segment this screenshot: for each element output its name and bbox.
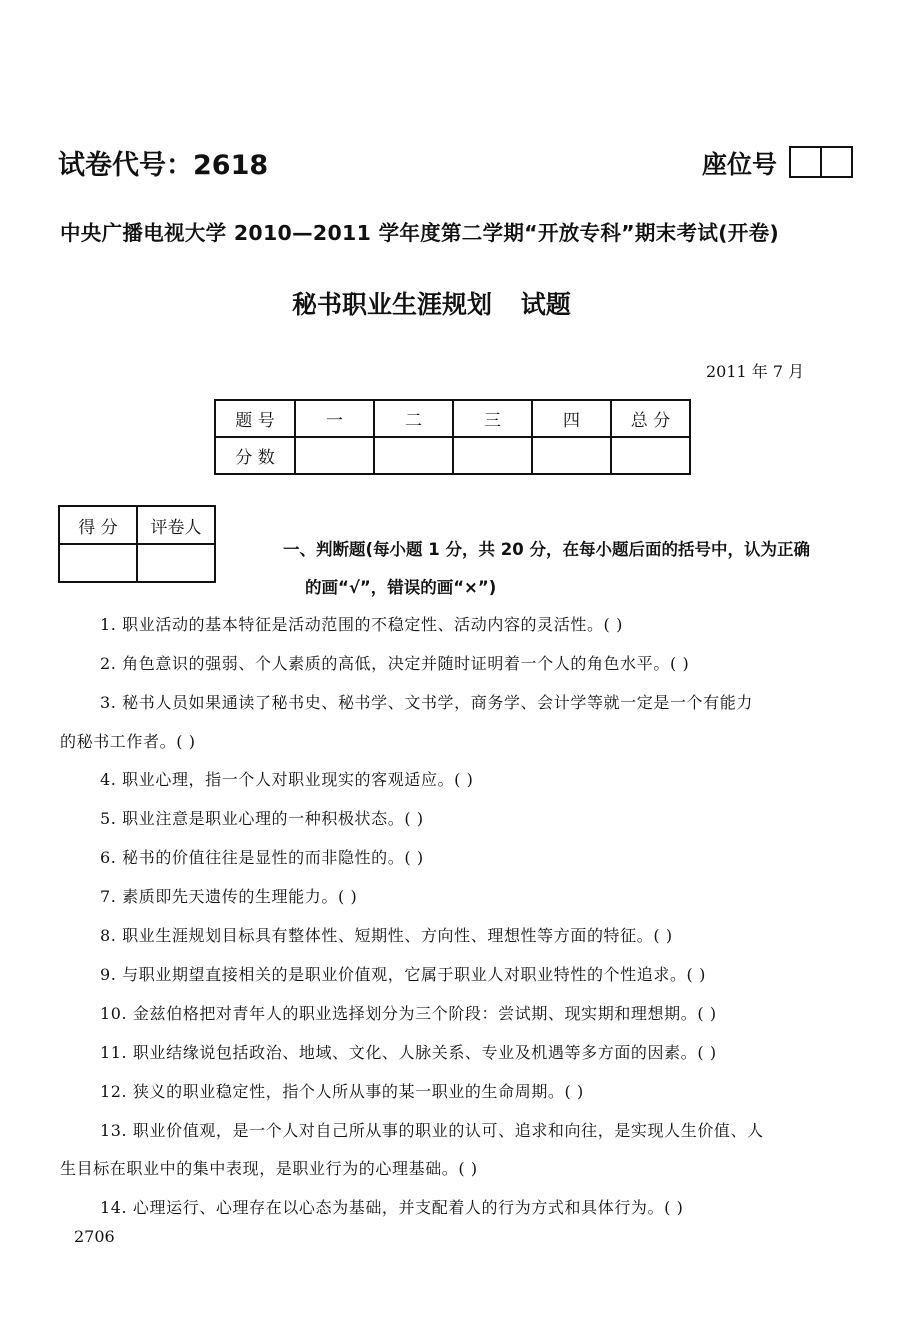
question-12: 12. 狭义的职业稳定性，指个人所从事的某一职业的生命周期。( )	[100, 1082, 584, 1101]
grader-table	[58, 505, 216, 583]
question-14: 14. 心理运行、心理存在以心态为基础，并支配着人的行为方式和具体行为。( )	[100, 1198, 684, 1217]
score-table-cell: 总 分	[611, 400, 690, 437]
question-9: 9. 与职业期望直接相关的是职业价值观，它属于职业人对职业特性的个性追求。( )	[100, 965, 706, 984]
exam-date: 2011 年 7 月	[706, 362, 805, 381]
grader-table-cell	[59, 544, 137, 582]
score-table-cell	[374, 437, 453, 474]
exam-title: 中央广播电视大学 2010—2011 学年度第二学期“开放专科”期末考试(开卷)	[60, 221, 780, 245]
grader-table-header-row	[59, 506, 215, 544]
section-heading-continued: 的画“√”，错误的画“×”)	[305, 578, 497, 597]
score-table-cell: 四	[532, 400, 611, 437]
score-table-header-row	[215, 400, 690, 437]
score-table-score-row	[215, 437, 690, 474]
score-table	[214, 399, 691, 475]
question-13-continued: 生目标在职业中的集中表现，是职业行为的心理基础。( )	[60, 1159, 478, 1178]
score-table-cell: 题 号	[215, 400, 295, 437]
score-table-cell: 一	[295, 400, 374, 437]
score-table-cell	[453, 437, 532, 474]
seat-number-label: 座位号	[702, 150, 778, 179]
question-13: 13. 职业价值观，是一个人对自己所从事的职业的认可、追求和向往，是实现人生价值、人	[100, 1121, 764, 1140]
question-2: 2. 角色意识的强弱、个人素质的高低，决定并随时证明着一个人的角色水平。( )	[100, 654, 690, 673]
seat-number-boxes	[789, 146, 853, 178]
question-8: 8. 职业生涯规划目标具有整体性、短期性、方向性、理想性等方面的特征。( )	[100, 926, 673, 945]
grader-table-cell: 评卷人	[137, 506, 215, 544]
score-table-cell	[532, 437, 611, 474]
question-11: 11. 职业结缘说包括政治、地域、文化、人脉关系、专业及机遇等多方面的因素。( )	[100, 1043, 717, 1062]
score-table-cell: 二	[374, 400, 453, 437]
grader-table-blank-row	[59, 544, 215, 582]
grader-table-cell: 得 分	[59, 506, 137, 544]
score-table-cell: 三	[453, 400, 532, 437]
question-10: 10. 金兹伯格把对青年人的职业选择划分为三个阶段：尝试期、现实期和理想期。( )	[100, 1004, 717, 1023]
grader-table-cell	[137, 544, 215, 582]
page-number: 2706	[74, 1227, 115, 1246]
question-3: 3. 秘书人员如果通读了秘书史、秘书学、文书学，商务学、会计学等就一定是一个有能力	[100, 693, 753, 712]
score-table-cell: 分 数	[215, 437, 295, 474]
question-3-continued: 的秘书工作者。( )	[60, 732, 196, 751]
question-4: 4. 职业心理，指一个人对职业现实的客观适应。( )	[100, 770, 474, 789]
question-5: 5. 职业注意是职业心理的一种积极状态。( )	[100, 809, 424, 828]
paper-code: 试卷代号：2618	[58, 150, 269, 181]
paper-title: 秘书职业生涯规划 试题	[292, 290, 571, 319]
score-table-cell	[611, 437, 690, 474]
score-table-cell	[295, 437, 374, 474]
question-6: 6. 秘书的价值往往是显性的而非隐性的。( )	[100, 848, 424, 867]
question-1: 1. 职业活动的基本特征是活动范围的不稳定性、活动内容的灵活性。( )	[100, 615, 623, 634]
section-heading: 一、判断题(每小题 1 分，共 20 分，在每小题后面的括号中，认为正确	[283, 540, 810, 559]
question-7: 7. 素质即先天遗传的生理能力。( )	[100, 887, 358, 906]
